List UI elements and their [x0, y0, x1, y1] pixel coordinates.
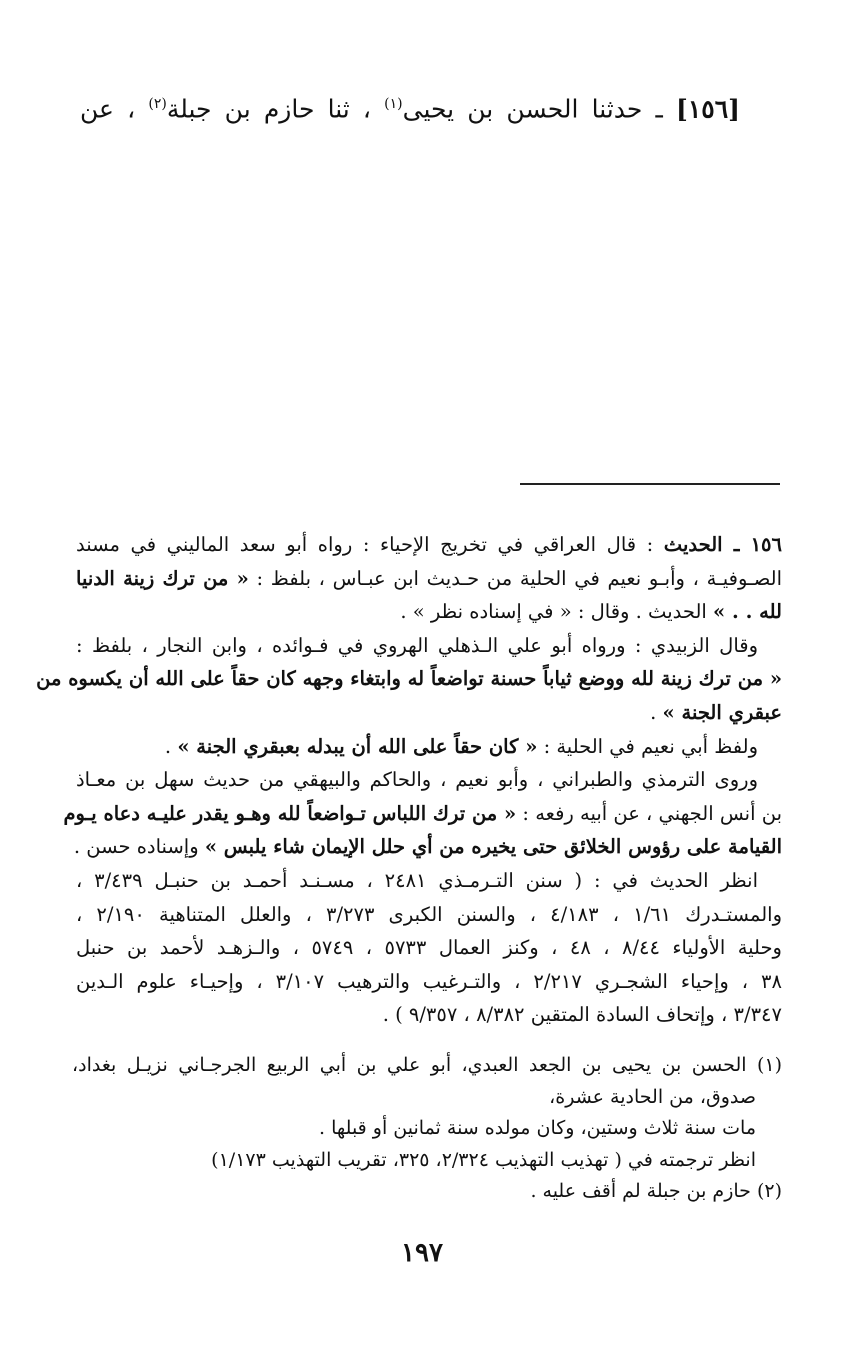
footnote-1-line: انظر ترجمته في ( تهذيب التهذيب ٢/٣٢٤، ٣٢٥، تقريب التهذيب ١/١٧٣) — [211, 1148, 756, 1171]
hadith-text-line — [80, 82, 740, 131]
note-line: ١٥٦ ـ الحديث : قال العراقي في تخريج الإحياء : رواه أبو سعد الماليني في مسند — [76, 533, 782, 556]
note-line: بن أنس الجهني ، عن أبيه رفعه : « من ترك اللباس تـواضعاً لله وهـو يقدر عليـه دعاه يـوم — [63, 801, 782, 825]
hadith-number: [١٥٦] — [676, 94, 740, 124]
note-line: ٣/٣٤٧ ، وإتحاف السادة المتقين ٨/٣٨٢ ، ٩/٣٥٧ ) . — [382, 1003, 782, 1027]
footnote-1-line: صدوق، من الحادية عشرة، — [549, 1085, 756, 1108]
note-line: الصـوفيـة ، وأبـو نعيم في الحلية من حـديث ابن عبـاس ، بلفظ : « من ترك زينة الدنيا — [76, 566, 782, 590]
note-line: لله . . » الحديث . وقال : « في إسناده نظر » . — [400, 600, 782, 624]
note-line: عبقري الجنة » . — [650, 700, 782, 724]
note-line: القيامة على رؤوس الخلائق حتى يخيره من أي حلل الإيمان شاء يلبس » وإسناده حسن . — [73, 835, 782, 859]
footnote-ref-2: (٢) — [148, 96, 167, 112]
note-line: وروى الترمذي والطبراني ، وأبو نعيم ، والحاكم والبيهقي من حديث سهل بن معـاذ — [76, 768, 758, 792]
hadith-text-part-2: ، ثنا حازم بن جبلة — [166, 94, 371, 124]
hadith-text-part-1: ـ حدثنا الحسن بن يحيى — [402, 94, 663, 124]
footnote-2-line: (٢) حازم بن جبلة لم أقف عليه . — [530, 1180, 782, 1202]
footnote-1-line: مات سنة ثلاث وستين، وكان مولده سنة ثمانين أو قبلها . — [319, 1117, 756, 1139]
commentary-notes — [36, 528, 782, 1032]
note-line: وقال الزبيدي : ورواه أبو علي الـذهلي الهروي في فـوائده ، وابن النجار ، بلفظ : — [76, 633, 758, 657]
note-line: ولفظ أبي نعيم في الحلية : « كان حقاً على الله أن يبدله بعبقري الجنة » . — [164, 734, 758, 758]
hadith-text-part-3: ، عن — [80, 94, 136, 124]
note-line: والمستـدرك ١/٦١ ، ٤/١٨٣ ، والسنن الكبرى ٣/٢٧٣ ، والعلل المتناهية ٢/١٩٠ ، — [76, 902, 782, 926]
footnotes — [72, 1050, 782, 1208]
note-line: انظر الحديث في : ( سنن التـرمـذي ٢٤٨١ ، مسـنـد أحمـد بن حنبـل ٣/٤٣٩ ، — [76, 868, 758, 892]
footnote-separator — [520, 483, 780, 485]
footnote-ref-1: (١) — [384, 96, 403, 112]
page-number: ١٩٧ — [401, 1238, 443, 1268]
note-line: وحلية الأولياء ٨/٤٤ ، ٤٨ ، وكنز العمال ٥٧٣٣ ، ٥٧٤٩ ، والـزهـد لأحمد بن حنبل — [76, 936, 782, 960]
note-line: « من ترك زينة لله ووضع ثياباً حسنة تواضعاً له وابتغاء وجهه كان حقاً على الله أن يكسوه من — [36, 667, 782, 691]
footnote-1-line: (١) الحسن بن يحيى بن الجعد العبدي، أبو علي بن أبي الربيع الجرجـاني نزيـل بغداد، — [72, 1054, 782, 1076]
note-line: ٣٨ ، وإحياء الشجـري ٢/٢١٧ ، والتـرغيب والترهيب ٣/١٠٧ ، وإحيـاء علوم الـدين — [76, 969, 782, 993]
